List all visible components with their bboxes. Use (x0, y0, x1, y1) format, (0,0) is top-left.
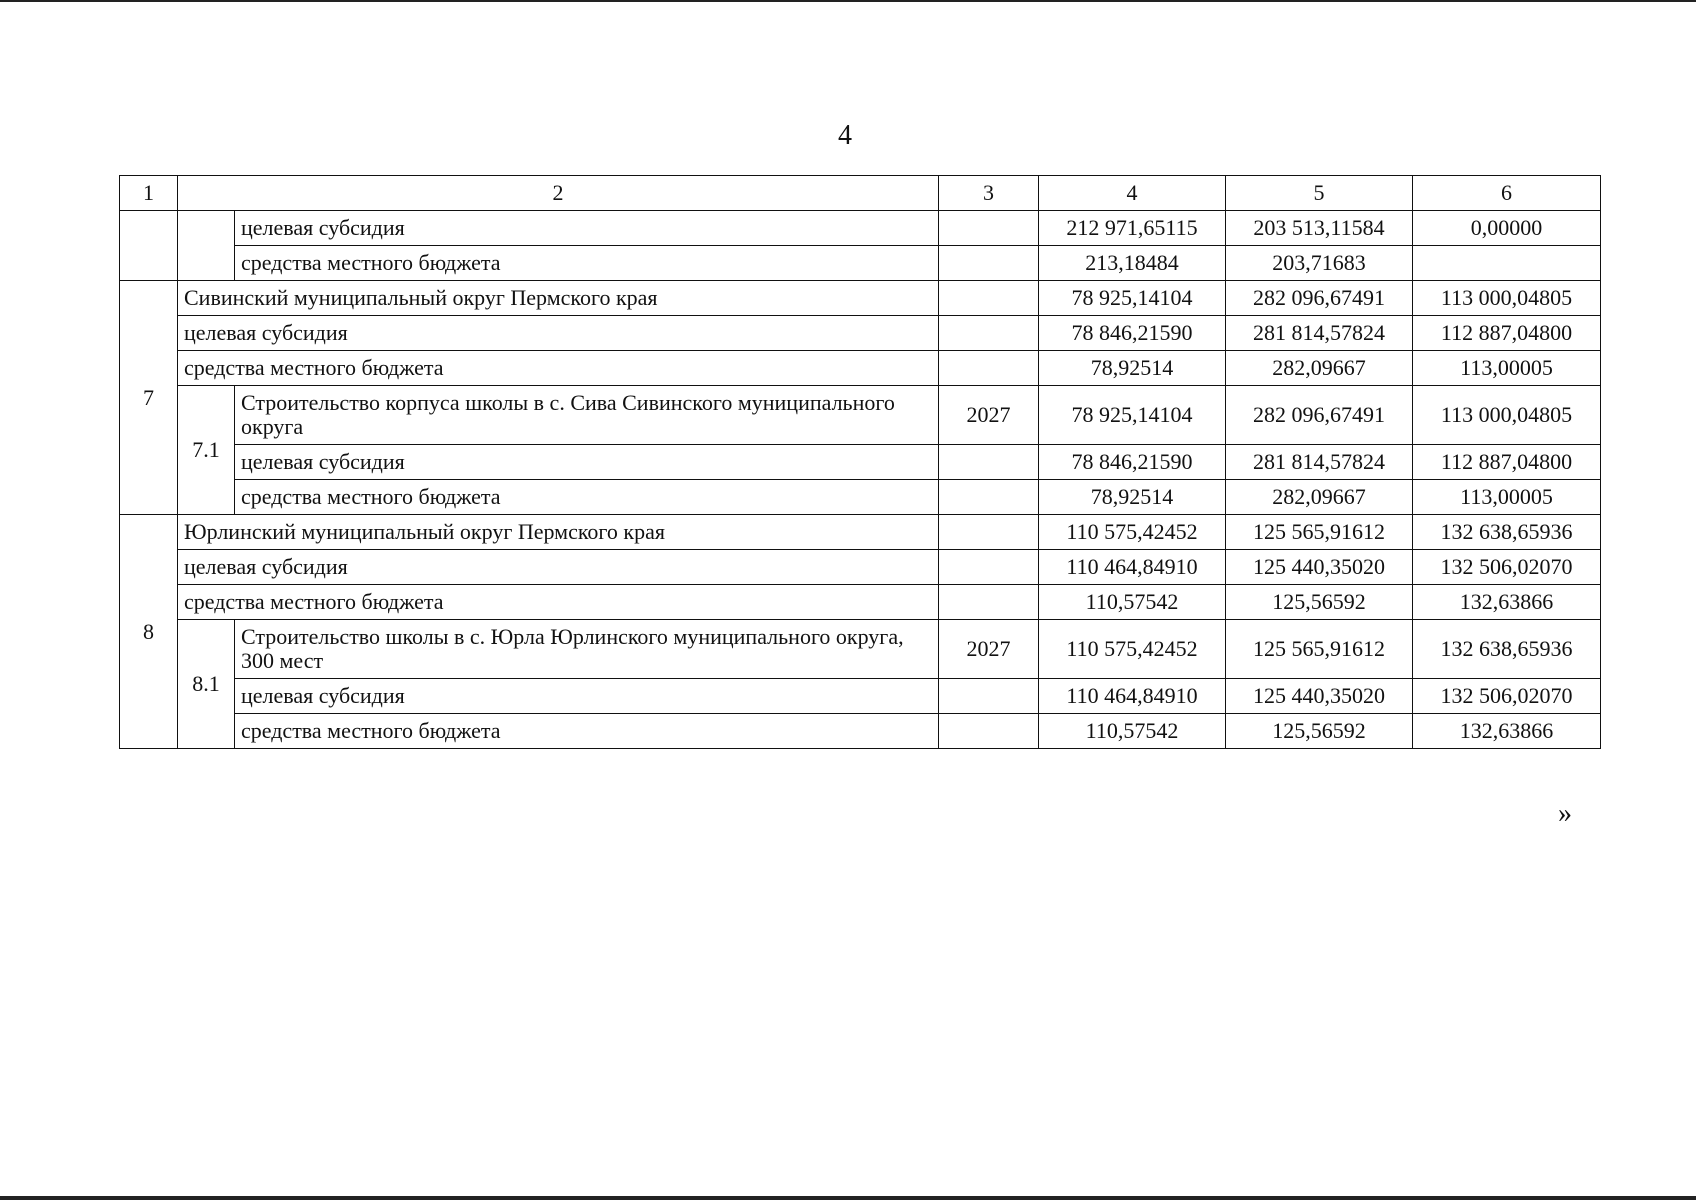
row-year (939, 211, 1039, 246)
table-row (120, 386, 1601, 445)
item-7-1-number: 7.1 (178, 386, 235, 515)
row-year (939, 550, 1039, 585)
section-8-district-label: Юрлинский муниципальный округ Пермского края (178, 515, 939, 550)
row-value-6: 132,63866 (1413, 585, 1601, 620)
table-row (120, 246, 1601, 281)
row-label: целевая субсидия (178, 316, 939, 351)
row-value-5: 203,71683 (1226, 246, 1413, 281)
row-value-5: 282 096,67491 (1226, 386, 1413, 445)
row-value-6: 132 638,65936 (1413, 620, 1601, 679)
item-8-1-number: 8.1 (178, 620, 235, 749)
table-row (120, 585, 1601, 620)
row-value-4: 78 846,21590 (1039, 316, 1226, 351)
row-value-5: 125 565,91612 (1226, 515, 1413, 550)
table-row (120, 480, 1601, 515)
header-col-6: 6 (1413, 176, 1601, 211)
section-7-number: 7 (120, 281, 178, 515)
row-label: средства местного бюджета (235, 714, 939, 749)
table-row (120, 515, 1601, 550)
row-value-5: 281 814,57824 (1226, 445, 1413, 480)
header-col-5: 5 (1226, 176, 1413, 211)
table-row (120, 351, 1601, 386)
row-value-6: 132 506,02070 (1413, 679, 1601, 714)
row-year (939, 351, 1039, 386)
row-label: целевая субсидия (235, 679, 939, 714)
row-value-6: 113 000,04805 (1413, 281, 1601, 316)
row-year (939, 445, 1039, 480)
header-col-1: 1 (120, 176, 178, 211)
row-value-4: 110 464,84910 (1039, 550, 1226, 585)
row-label: средства местного бюджета (235, 480, 939, 515)
row-label: средства местного бюджета (178, 585, 939, 620)
row-value-4: 110 575,42452 (1039, 620, 1226, 679)
row-value-6: 112 887,04800 (1413, 445, 1601, 480)
row-value-4: 212 971,65115 (1039, 211, 1226, 246)
row-value-5: 282 096,67491 (1226, 281, 1413, 316)
row-value-4: 78 846,21590 (1039, 445, 1226, 480)
header-col-4: 4 (1039, 176, 1226, 211)
closing-quote: » (1558, 798, 1572, 829)
row-label: средства местного бюджета (178, 351, 939, 386)
row-value-4: 110 575,42452 (1039, 515, 1226, 550)
row-value-5: 125,56592 (1226, 714, 1413, 749)
row-value-5: 125 440,35020 (1226, 679, 1413, 714)
header-col-2: 2 (178, 176, 939, 211)
row-value-6 (1413, 246, 1601, 281)
row-label: целевая субсидия (235, 445, 939, 480)
scan-edge-bottom (0, 1196, 1696, 1200)
row-value-6: 132 638,65936 (1413, 515, 1601, 550)
row-year: 2027 (939, 620, 1039, 679)
table-row (120, 445, 1601, 480)
scan-edge-top (0, 0, 1696, 2)
row-value-6: 132 506,02070 (1413, 550, 1601, 585)
row-value-5: 125 565,91612 (1226, 620, 1413, 679)
row-year (939, 281, 1039, 316)
row-year (939, 585, 1039, 620)
continued-subnumber-cell (178, 211, 235, 281)
row-value-6: 132,63866 (1413, 714, 1601, 749)
row-value-6: 113,00005 (1413, 480, 1601, 515)
row-value-4: 110,57542 (1039, 585, 1226, 620)
row-value-5: 203 513,11584 (1226, 211, 1413, 246)
row-value-4: 110 464,84910 (1039, 679, 1226, 714)
header-col-3: 3 (939, 176, 1039, 211)
row-value-4: 78 925,14104 (1039, 281, 1226, 316)
row-label: целевая субсидия (235, 211, 939, 246)
row-value-4: 78,92514 (1039, 351, 1226, 386)
row-value-4: 78 925,14104 (1039, 386, 1226, 445)
row-value-6: 113,00005 (1413, 351, 1601, 386)
row-value-5: 125 440,35020 (1226, 550, 1413, 585)
budget-table (119, 175, 1601, 749)
row-value-5: 282,09667 (1226, 480, 1413, 515)
row-value-4: 213,18484 (1039, 246, 1226, 281)
header-row (120, 176, 1601, 211)
row-year (939, 246, 1039, 281)
row-value-6: 112 887,04800 (1413, 316, 1601, 351)
row-value-4: 110,57542 (1039, 714, 1226, 749)
section-7-district-label: Сивинский муниципальный округ Пермского края (178, 281, 939, 316)
row-value-6: 113 000,04805 (1413, 386, 1601, 445)
table-row (120, 281, 1601, 316)
row-year (939, 714, 1039, 749)
item-8-1-label: Строительство школы в с. Юрла Юрлинского муниципального округа, 300 мест (235, 620, 939, 679)
row-year (939, 480, 1039, 515)
row-year: 2027 (939, 386, 1039, 445)
table-row (120, 550, 1601, 585)
section-8-number: 8 (120, 515, 178, 749)
row-value-5: 282,09667 (1226, 351, 1413, 386)
table-row (120, 620, 1601, 679)
item-7-1-label: Строительство корпуса школы в с. Сива Сивинского муниципального округа (235, 386, 939, 445)
page-number: 4 (838, 120, 852, 151)
row-label: средства местного бюджета (235, 246, 939, 281)
table-row (120, 211, 1601, 246)
row-year (939, 316, 1039, 351)
row-value-5: 125,56592 (1226, 585, 1413, 620)
row-label: целевая субсидия (178, 550, 939, 585)
continued-number-cell (120, 211, 178, 281)
table-row (120, 679, 1601, 714)
row-year (939, 679, 1039, 714)
row-value-4: 78,92514 (1039, 480, 1226, 515)
table-row (120, 316, 1601, 351)
table-row (120, 714, 1601, 749)
row-year (939, 515, 1039, 550)
row-value-6: 0,00000 (1413, 211, 1601, 246)
row-value-5: 281 814,57824 (1226, 316, 1413, 351)
